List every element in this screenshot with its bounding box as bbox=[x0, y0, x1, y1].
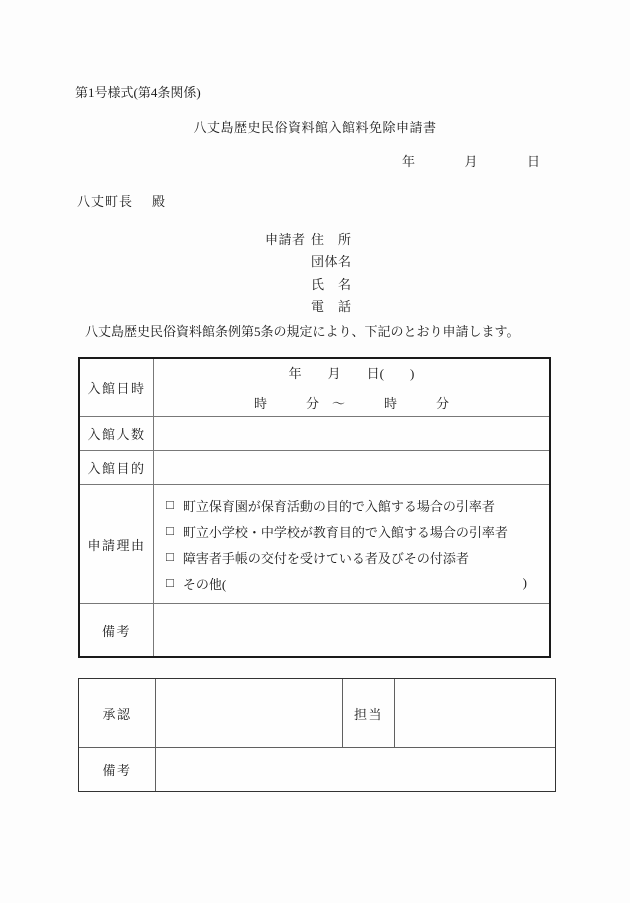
applicant-phone-row bbox=[265, 296, 352, 318]
reason-options bbox=[154, 485, 549, 603]
office-remarks-field bbox=[156, 748, 555, 791]
reason-option-daycare bbox=[166, 496, 537, 515]
checkbox-icon: □ bbox=[166, 549, 174, 564]
application-table bbox=[78, 357, 551, 658]
approval-row bbox=[79, 679, 555, 747]
staff-field bbox=[395, 679, 555, 747]
approval-label: 承認 bbox=[79, 679, 156, 747]
date-month-label: 月 bbox=[464, 154, 478, 169]
office-use-table bbox=[78, 678, 556, 792]
applicant-address-label: 住 所 bbox=[311, 232, 352, 247]
applicant-block bbox=[265, 229, 352, 319]
approval-field bbox=[156, 679, 343, 747]
checkbox-icon: □ bbox=[166, 523, 174, 538]
visit-purpose-field bbox=[154, 451, 549, 484]
reason-option-label: その他( bbox=[182, 576, 227, 592]
applicant-organization-label: 団体名 bbox=[311, 254, 352, 270]
intro-sentence: 八丈島歴史民俗資料館条例第5条の規定により、下記のとおり申請します。 bbox=[85, 324, 520, 339]
visitor-count-field bbox=[154, 417, 549, 450]
visit-datetime-field bbox=[154, 359, 549, 416]
applicant-organization-row bbox=[265, 251, 352, 273]
addressee-honorific: 殿 bbox=[152, 194, 167, 209]
staff-label: 担当 bbox=[343, 679, 395, 747]
visitor-count-label: 入館人数 bbox=[80, 417, 154, 450]
reason-option-school bbox=[166, 522, 537, 541]
applicant-phone-label: 電 話 bbox=[311, 299, 352, 315]
reason-option-label: 障害者手帳の交付を受けている者及びその付添者 bbox=[182, 550, 469, 566]
applicant-address-row bbox=[265, 229, 352, 251]
table-row-reason bbox=[80, 484, 549, 603]
visit-purpose-label: 入館目的 bbox=[80, 451, 154, 484]
applicant-label: 申請者 bbox=[265, 232, 306, 247]
reason-option-other bbox=[166, 574, 537, 593]
addressee-line bbox=[77, 191, 166, 210]
table-row-visit-datetime bbox=[80, 359, 549, 416]
checkbox-icon: □ bbox=[166, 497, 174, 512]
checkbox-icon: □ bbox=[166, 575, 174, 590]
applicant-name-row bbox=[265, 274, 352, 296]
reason-label: 申請理由 bbox=[80, 485, 154, 603]
other-close-paren: ) bbox=[522, 575, 527, 590]
table-row-visit-purpose bbox=[80, 450, 549, 484]
office-remarks-row bbox=[79, 747, 555, 791]
addressee-name: 八丈町長 bbox=[77, 194, 134, 209]
visit-datetime-label: 入館日時 bbox=[80, 359, 154, 416]
reason-option-disability bbox=[166, 548, 537, 567]
office-remarks-label: 備考 bbox=[79, 748, 156, 791]
table-row-visitor-count bbox=[80, 416, 549, 450]
applicant-name-label: 氏 名 bbox=[311, 276, 352, 292]
reason-option-label: 町立保育園が保育活動の目的で入館する場合の引率者 bbox=[182, 498, 495, 514]
table-row-remarks bbox=[80, 603, 549, 656]
form-number: 第1号様式(第4条関係) bbox=[75, 85, 201, 100]
date-line bbox=[402, 151, 540, 170]
reason-option-label: 町立小学校・中学校が教育目的で入館する場合の引率者 bbox=[182, 524, 508, 540]
visit-time-template: 時 分 ～ 時 分 bbox=[253, 396, 449, 411]
date-day-label: 日 bbox=[526, 154, 540, 169]
visit-date-template: 年 月 日( ) bbox=[288, 366, 415, 381]
page-title: 八丈島歴史民俗資料館入館料免除申請書 bbox=[193, 120, 437, 135]
date-year-label: 年 bbox=[402, 154, 416, 169]
remarks-label: 備考 bbox=[80, 604, 154, 656]
remarks-field bbox=[154, 604, 549, 656]
